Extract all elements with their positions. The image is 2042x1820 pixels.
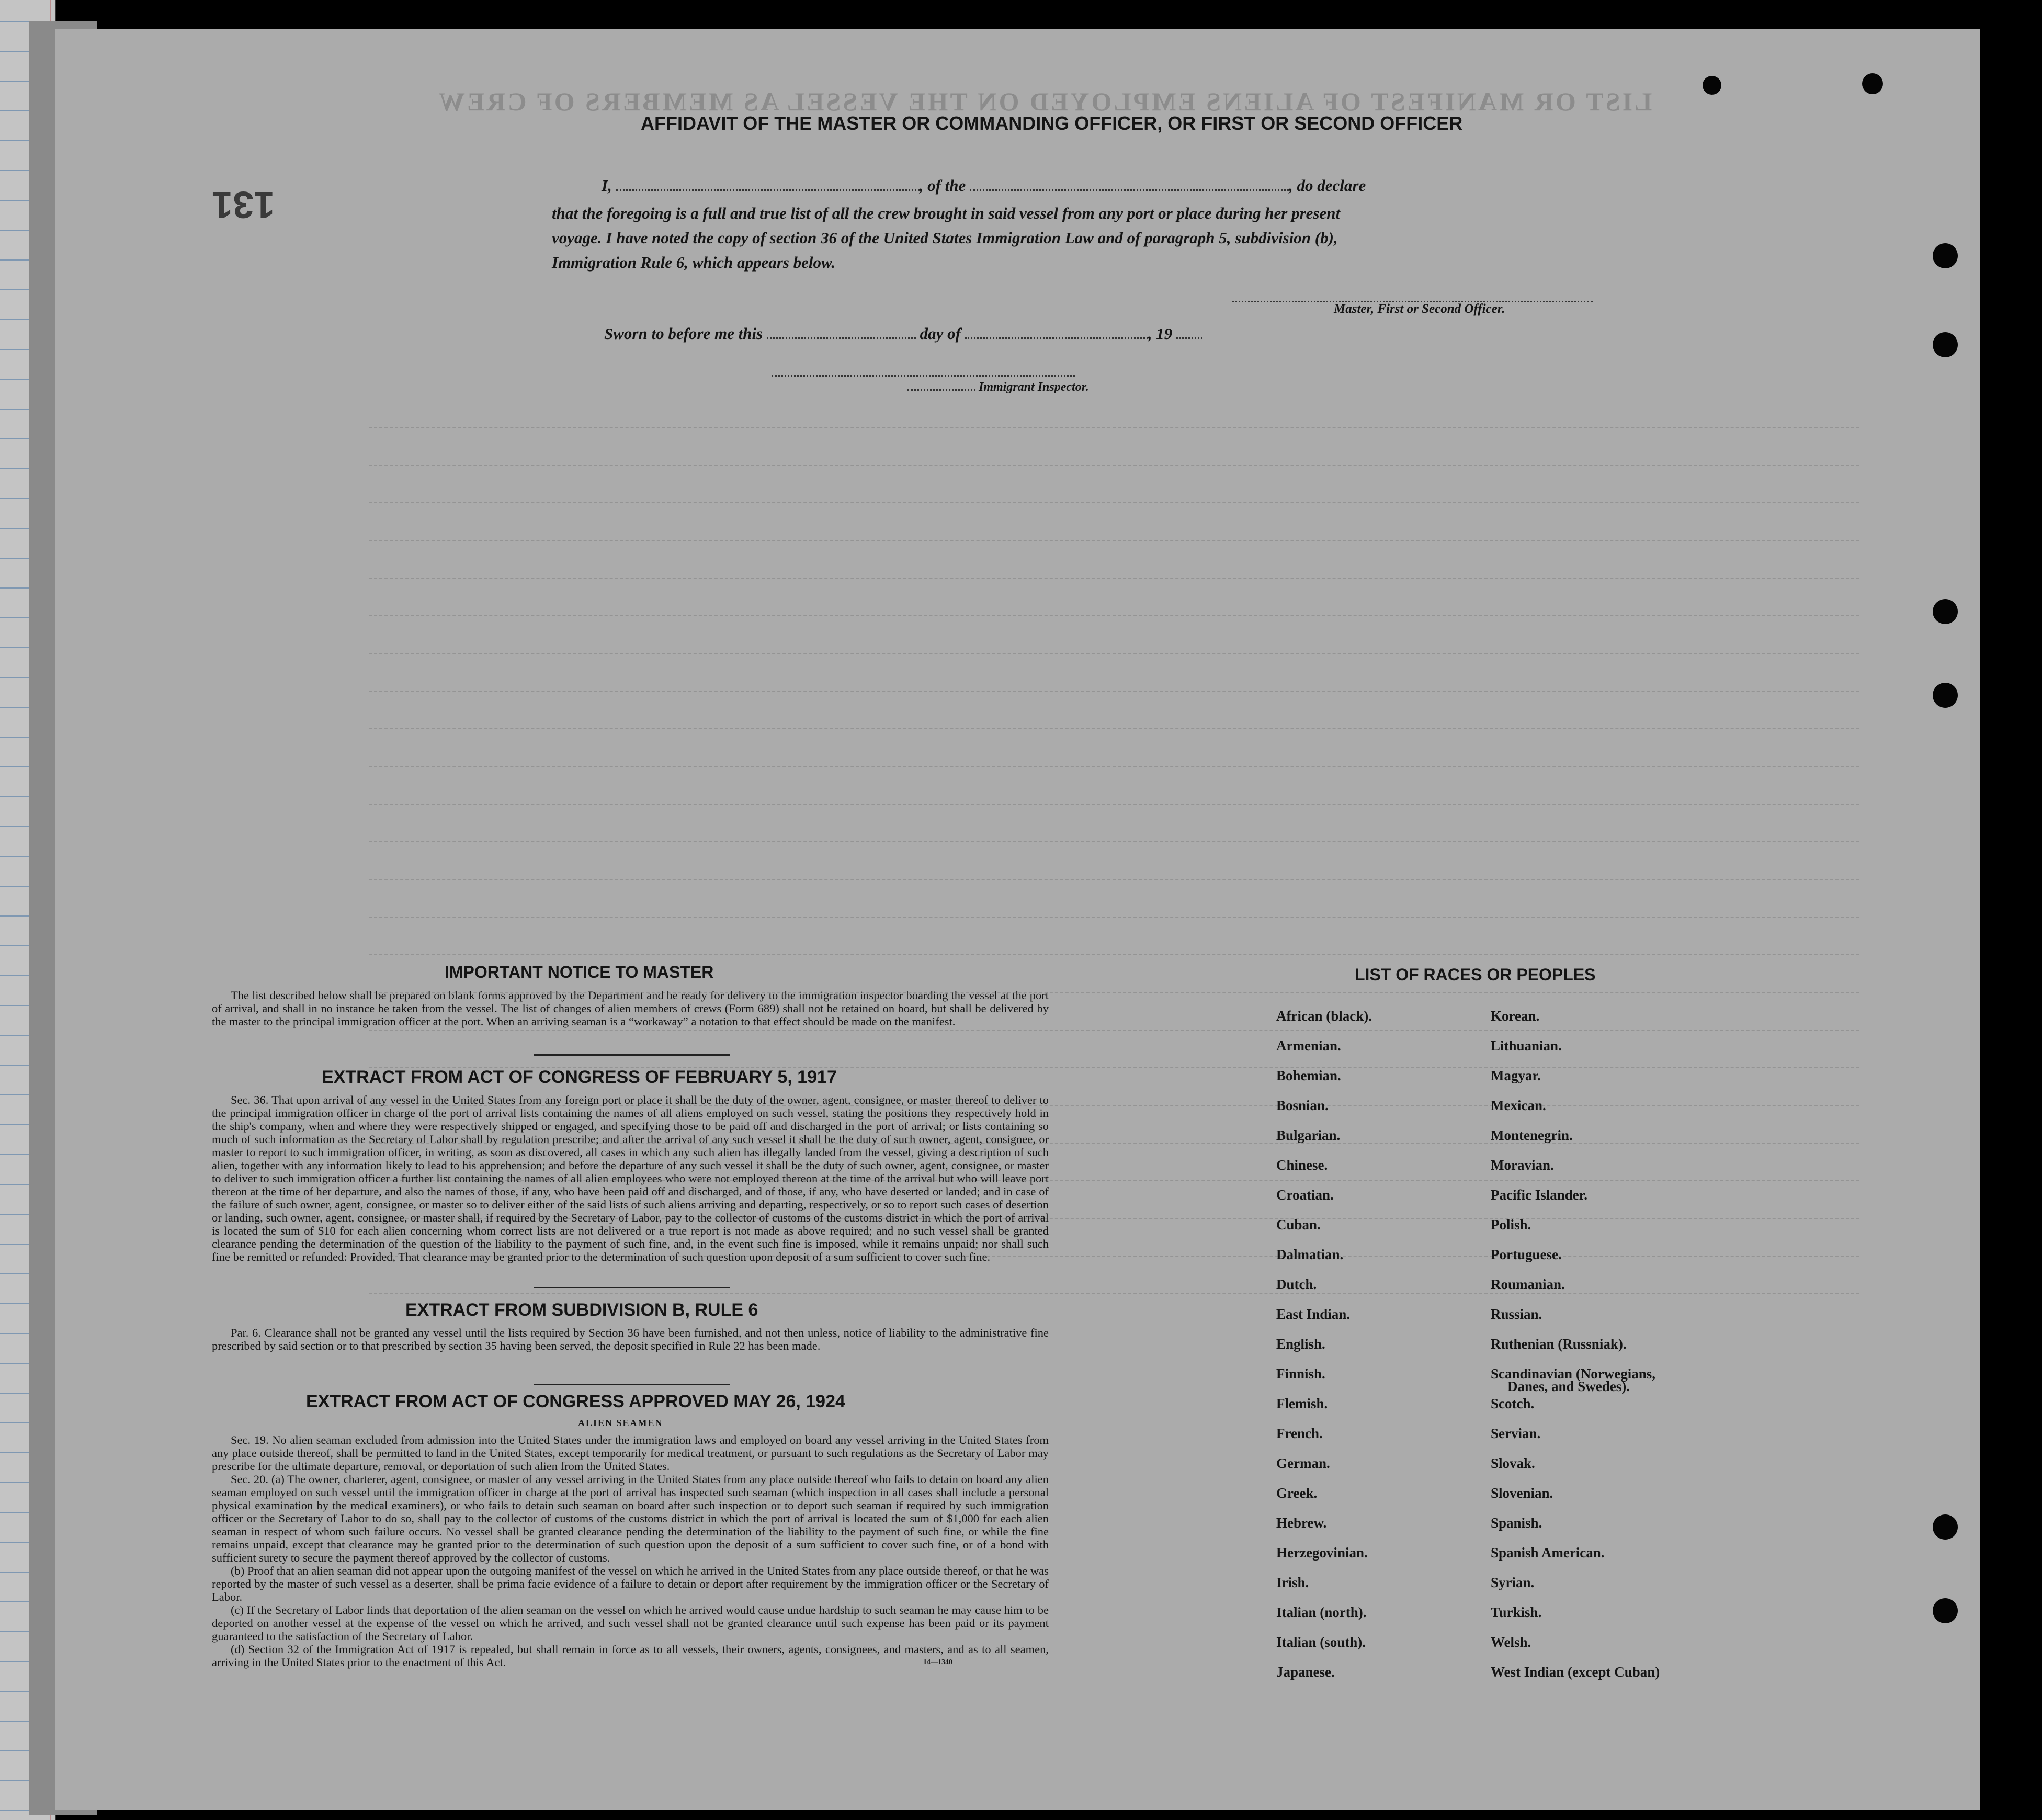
sec20a-paragraph: Sec. 20. (a) The owner, charterer, agent, consignee, or master of any vessel arriving in the United States from any place outside thereof who fails to detain on board any alien seaman employed on such vessel until the immigration officer in charge at the port of arrival has inspected such seaman (which inspection in all cases shall include a personal physical examination by the medical examiners), or who fails to detain such seaman on board after such inspection or to deport such seaman if required by such immigration officer or the Secretary of Labor to do so, shall pay to the collector of customs of the customs district in which the port of arrival is located the sum of $1,000 for each alien seaman in respect of whom such failure occurs. No vessel shall be granted clearance pending the determination of the liability to the payment of such fine, or while the fine remains unpaid, except that clearance may be granted prior to the determination of such question upon the deposit of a sum sufficient to cover such fine, or of a bond with sufficient surety to secure the payment thereof approved by the collector of customs. (212, 1473, 1049, 1564)
bleedthrough-row (369, 451, 1859, 466)
race-item: German. (1276, 1455, 1330, 1471)
divider (534, 1287, 730, 1288)
notice-paragraph: The list described below shall be prepared on blank forms approved by the Department and be ready for delivery to the immigration inspector boarding the vessel at the port of arrival, and shall in no instance be taken from the vessel. The list of changes of alien members of crews (Form 689) shall not be retained on board, but shall be delivered by the master to the principal immigration officer at the port. When an arriving seaman is a “workaway” a notation to that effect should be made on the manifest. (212, 989, 1049, 1028)
race-item: Ruthenian (Russniak). (1491, 1336, 1627, 1352)
race-item-continuation: Danes, and Swedes). (1507, 1378, 1630, 1394)
race-item: Roumanian. (1491, 1276, 1565, 1292)
race-item: Slovak. (1491, 1455, 1535, 1471)
extract-rule6-text (212, 1326, 1049, 1352)
bleedthrough-row (369, 715, 1859, 729)
races-column-2 (1491, 1008, 1660, 1694)
race-item: Scandinavian (Norwegians, Danes, and Swedes). (1491, 1366, 1656, 1394)
bleedthrough-heading: LIST OR MANIFEST OF ALIENS EMPLOYED ON THE VESSEL AS MEMBERS OF CREW (437, 87, 1652, 116)
bleedthrough-row (369, 941, 1859, 955)
bleedthrough-row (369, 790, 1859, 805)
inspector-label: Immigrant Inspector. (979, 380, 1089, 394)
inspector-dots (907, 384, 975, 391)
race-item: Lithuanian. (1491, 1038, 1562, 1054)
race-item: West Indian (except Cuban) (1491, 1664, 1660, 1680)
punch-hole (1933, 1514, 1958, 1540)
bleedthrough-row (369, 865, 1859, 880)
punch-hole (1933, 243, 1958, 268)
sworn-month-blank (965, 332, 1148, 339)
race-item: African (black). (1276, 1008, 1372, 1024)
race-item: Portuguese. (1491, 1247, 1562, 1262)
affidavit-i: I, (602, 176, 612, 195)
race-item: Russian. (1491, 1306, 1542, 1322)
bleedthrough-row (369, 489, 1859, 503)
race-item: Mexican. (1491, 1098, 1546, 1113)
punch-hole (1933, 1598, 1958, 1623)
race-item: French. (1276, 1426, 1323, 1441)
affidavit-line-3: voyage. I have noted the copy of section 36 of the United States Immigration Law and of paragraph 5, subdivision (b), (552, 229, 1338, 247)
master-signature-label: Master, First or Second Officer. (1334, 302, 1505, 316)
bleedthrough-row (369, 639, 1859, 654)
sec19-paragraph: Sec. 19. No alien seaman excluded from admission into the United States under the immigration laws and employed on board any vessel arriving in the United States from any place outside thereof, shall be permitted to land in the United States, except temporarily for medical treatment, or pursuant to such regulations as the Secretary of Labor may prescribe for the ultimate departure, removal, or deportation of such alien from the United States. (212, 1433, 1049, 1473)
punch-hole (1933, 599, 1958, 624)
sworn-day-label: day of (920, 324, 961, 343)
race-item: Irish. (1276, 1575, 1309, 1590)
race-item: Japanese. (1276, 1664, 1335, 1680)
sworn-year: , 19 (1148, 324, 1173, 343)
race-item: Italian (south). (1276, 1634, 1366, 1650)
sworn-year-blank (1176, 332, 1202, 339)
alien-seamen-subtitle: ALIEN SEAMEN (578, 1418, 663, 1428)
sec20c-paragraph: (c) If the Secretary of Labor finds that deportation of the alien seaman on the vessel on which he arrived would cause undue hardship to such seaman he may cause him to be deported on another vessel at the expense of the vessel on which he arrived, and such vessel shall not be granted clearance until such expense has been paid or its payment guaranteed to the satisfaction of the Secretary of Labor. (212, 1603, 1049, 1643)
extract-1924-title: EXTRACT FROM ACT OF CONGRESS APPROVED MAY 26, 1924 (306, 1392, 845, 1411)
race-item: Flemish. (1276, 1396, 1328, 1411)
bleedthrough-row (369, 752, 1859, 767)
race-item: Bosnian. (1276, 1098, 1329, 1113)
punch-hole (1933, 332, 1958, 357)
race-item: Pacific Islander. (1491, 1187, 1587, 1203)
bleedthrough-row (369, 564, 1859, 579)
divider (534, 1054, 730, 1056)
race-item: Finnish. (1276, 1366, 1325, 1382)
race-item: Moravian. (1491, 1157, 1554, 1173)
form-number: 14—1340 (923, 1658, 952, 1666)
race-item: Cuban. (1276, 1217, 1321, 1233)
race-item: Herzegovinian. (1276, 1545, 1368, 1561)
race-item: East Indian. (1276, 1306, 1351, 1322)
race-item: Bulgarian. (1276, 1127, 1341, 1143)
sec20b-paragraph: (b) Proof that an alien seaman did not appear upon the outgoing manifest of the vessel on which he arrived in the United States from any place outside thereof, or that he was reported by the master of such vessel as a deserter, shall be prima facie evidence of a failure to detain or deport after requirement by the immigration officer or the Secretary of Labor. (212, 1564, 1049, 1603)
race-item: Magyar. (1491, 1068, 1541, 1083)
affidavit-declaration-line (602, 176, 1366, 195)
extract-rule6-title: EXTRACT FROM SUBDIVISION B, RULE 6 (405, 1300, 758, 1320)
race-item: Dalmatian. (1276, 1247, 1344, 1262)
notice-title: IMPORTANT NOTICE TO MASTER (445, 963, 714, 981)
race-item: Polish. (1491, 1217, 1532, 1233)
stamped-page-number: 131 (212, 184, 275, 225)
race-item: Welsh. (1491, 1634, 1532, 1650)
vessel-blank (970, 184, 1289, 191)
bleedthrough-row (369, 413, 1859, 428)
notice-text (212, 989, 1049, 1028)
bleedthrough-row (369, 602, 1859, 616)
affidavit-line-2: that the foregoing is a full and true list of all the crew brought in said vessel from any port or place during her present (552, 204, 1341, 222)
par6-paragraph: Par. 6. Clearance shall not be granted any vessel until the lists required by Section 36 have been furnished, and not then unless, notice of liability to the administrative fine prescribed by said section or to that prescribed by section 35 having been served, the deposit specified in Rule 22 has been made. (212, 1326, 1049, 1352)
race-item: Syrian. (1491, 1575, 1535, 1590)
divider (534, 1384, 730, 1385)
manifest-sheet (55, 29, 1980, 1810)
extract-1917-title: EXTRACT FROM ACT OF CONGRESS OF FEBRUARY 5, 1917 (322, 1067, 837, 1087)
inspector-label-row (907, 380, 1089, 394)
race-item: Dutch. (1276, 1276, 1317, 1292)
affidavit-title: AFFIDAVIT OF THE MASTER OR COMMANDING OFFICER, OR FIRST OR SECOND OFFICER (641, 112, 1463, 134)
races-column-1 (1276, 1008, 1372, 1694)
race-item: Servian. (1491, 1426, 1541, 1441)
race-item: Slovenian. (1491, 1485, 1553, 1501)
race-item: Italian (north). (1276, 1604, 1367, 1620)
race-item: Scotch. (1491, 1396, 1535, 1411)
race-item: Spanish American. (1491, 1545, 1605, 1561)
sworn-line (604, 324, 1202, 343)
bleedthrough-row (369, 903, 1859, 918)
affidavit-of-the: , of the (919, 176, 966, 195)
sec20d-paragraph: (d) Section 32 of the Immigration Act of 1917 is repealed, but shall remain in force as to all vessels, their owners, agents, consignees, and masters, and as to all seamen, arriving in the United States prior to the enactment of this Act. (212, 1643, 1049, 1669)
race-item: Turkish. (1491, 1604, 1542, 1620)
punch-hole (1933, 683, 1958, 708)
races-title: LIST OF RACES OR PEOPLES (1355, 965, 1596, 984)
bleedthrough-row (369, 828, 1859, 842)
race-item: Korean. (1491, 1008, 1540, 1024)
race-item: Chinese. (1276, 1157, 1328, 1173)
bleedthrough-row (369, 526, 1859, 541)
inspector-signature-line (772, 375, 1075, 377)
race-item: Greek. (1276, 1485, 1318, 1501)
extract-1917-text (212, 1093, 1049, 1263)
extract-1924-text (212, 1433, 1049, 1669)
affidavit-line-4: Immigration Rule 6, which appears below. (552, 253, 836, 272)
race-item: Hebrew. (1276, 1515, 1327, 1531)
race-item: Bohemian. (1276, 1068, 1341, 1083)
punch-hole (1703, 76, 1721, 95)
punch-hole (1862, 73, 1883, 94)
bleedthrough-row (369, 677, 1859, 692)
race-item: Montenegrin. (1491, 1127, 1573, 1143)
race-item: Croatian. (1276, 1187, 1334, 1203)
sworn-prefix: Sworn to before me this (604, 324, 763, 343)
affidavit-declare: , do declare (1289, 176, 1366, 195)
name-blank (616, 184, 920, 191)
sworn-day-blank (767, 332, 916, 339)
sec36-paragraph: Sec. 36. That upon arrival of any vessel in the United States from any foreign port or place it shall be the duty of the owner, agent, consignee, or master thereof to deliver to the principal immigration officer in charge of the port of arrival lists containing the names of all aliens employed on such vessel, stating the positions they respectively hold in the ship's company, when and where they were respectively shipped or engaged, and specifying those to be paid off and discharged in the port of arrival; or lists containing so much of such information as the Secretary of Labor shall by regulation prescribe; and after the arrival of any such vessel it shall be the duty of such owner, agent, consignee, or master to report to such immigration officer, in writing, as soon as discovered, all cases in which any such alien has illegally landed from the vessel, giving a description of such alien, together with any information likely to lead to his apprehension; and before the departure of any such vessel it shall be the duty of such owner, agent, consignee, or master to deliver to such immigration officer a further list containing the names of all alien employees who were not employed thereon at the time of the arrival but who will leave port thereon at the time of her departure, and also the names of those, if any, who have been paid off and discharged, and of those, if any, who have deserted or landed; and in case of the failure of such owner, agent, consignee, or master so to deliver either of the said lists of such aliens arriving and departing, respectively, or so to report such cases of desertion or landing, such owner, agent, consignee, or master shall, if required by the Secretary of Labor, pay to the collector of customs of the customs district in which the port of arrival is located the sum of $10 for each alien concerning whom correct lists are not delivered or a true report is not made as above required; and no such vessel shall be granted clearance pending the determination of the question of the liability to the payment of such fine, and, in the event such fine is imposed, while it remains unpaid; nor shall such fine be remitted or refunded: Provided, That clearance may be granted prior to the determination of such question upon deposit of a sum sufficient to cover such fine. (212, 1093, 1049, 1263)
race-item: Armenian. (1276, 1038, 1341, 1054)
race-item: English. (1276, 1336, 1325, 1352)
race-item: Spanish. (1491, 1515, 1542, 1531)
